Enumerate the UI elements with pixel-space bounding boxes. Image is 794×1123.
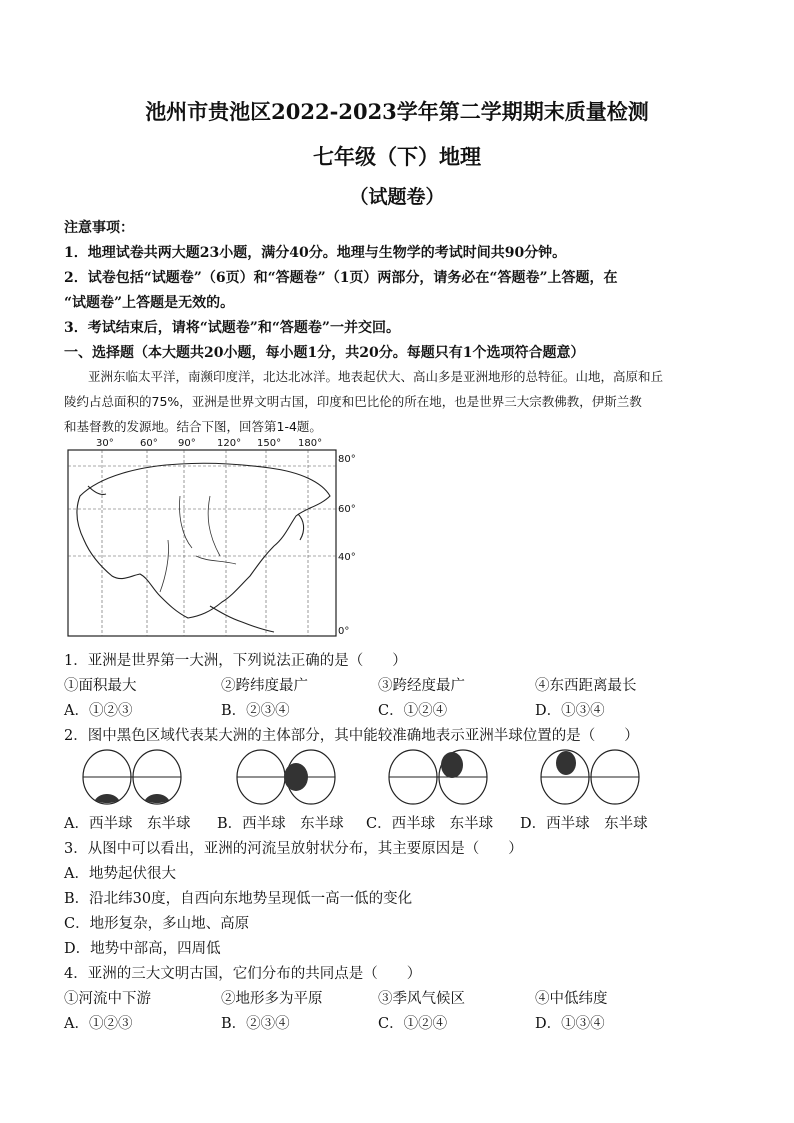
- passage-line-3: 和基督教的发源地。结合下图，回答第1-4题。: [64, 419, 322, 434]
- lat-label-0: 0°: [338, 626, 350, 637]
- q3-option-d[interactable]: D．地势中部高，四周低: [64, 941, 221, 957]
- q2-diagram-d: [540, 748, 640, 806]
- q4-option-a[interactable]: A．①②③: [64, 1016, 133, 1032]
- q3-option-a[interactable]: A．地势起伏很大: [64, 866, 176, 882]
- lon-label-60: 60°: [140, 438, 158, 449]
- notes-heading: 注意事项：: [64, 220, 134, 236]
- q4-item-1: ①河流中下游: [64, 991, 151, 1007]
- q1-option-b[interactable]: B．②③④: [221, 703, 290, 719]
- note-2: 2．试卷包括“试题卷”（6页）和“答题卷”（1页）两部分，请务必在“答题卷”上答题，在: [64, 270, 618, 286]
- note-2-cont: “试题卷”上答题是无效的。: [64, 295, 235, 311]
- note-3: 3．考试结束后，请将“试题卷”和“答题卷”一并交回。: [64, 320, 400, 336]
- q4-items: [64, 987, 692, 1008]
- asia-outline: [77, 463, 330, 632]
- q1-item-1: ①面积最大: [64, 678, 137, 694]
- q2-option-c[interactable]: C．西半球 东半球: [366, 816, 494, 832]
- q1-option-d[interactable]: D．①③④: [535, 703, 605, 719]
- q4-item-2: ②地形多为平原: [221, 991, 323, 1007]
- rivers: [160, 496, 236, 592]
- q2-diagram-b: [236, 748, 336, 806]
- lon-label-30: 30°: [96, 438, 114, 449]
- q2-diagram-c: [388, 748, 488, 806]
- exam-subtitle: 七年级（下）地理: [313, 144, 481, 169]
- lat-label-80: 80°: [338, 454, 356, 465]
- q1-options: [64, 699, 692, 720]
- lon-label-90: 90°: [178, 438, 196, 449]
- note-1: 1．地理试卷共两大题23小题，满分40分。地理与生物学的考试时间共90分钟。: [64, 245, 567, 261]
- q1-item-4: ④东西距离最长: [535, 678, 637, 694]
- q1-stem: 1．亚洲是世界第一大洲，下列说法正确的是（ ）: [64, 653, 407, 669]
- q1-items: [64, 674, 692, 695]
- q1-item-3: ③跨经度最广: [378, 678, 465, 694]
- passage-line-1: 亚洲东临太平洋，南濒印度洋，北达北冰洋。地表起伏大、高山多是亚洲地形的总特征。山地，高原和丘: [88, 369, 664, 384]
- q3-option-b[interactable]: B．沿北纬30度，自西向东地势呈现低一高一低的变化: [64, 891, 413, 907]
- q4-item-3: ③季风气候区: [378, 991, 465, 1007]
- lat-label-40: 40°: [338, 552, 356, 563]
- q3-stem: 3．从图中可以看出，亚洲的河流呈放射状分布，其主要原因是（ ）: [64, 841, 523, 857]
- q2-stem: 2．图中黑色区域代表某大洲的主体部分，其中能较准确地表示亚洲半球位置的是（ ）: [64, 728, 639, 744]
- q1-option-a[interactable]: A．①②③: [64, 703, 133, 719]
- exam-paper-type: （试题卷）: [349, 186, 445, 208]
- asia-map: [60, 436, 360, 642]
- passage-line-2: 陵约占总面积的75%，亚洲是世界文明古国，印度和巴比伦的所在地，也是世界三大宗教佛教，伊斯兰教: [64, 394, 642, 409]
- q4-option-d[interactable]: D．①③④: [535, 1016, 605, 1032]
- section-heading: 一、选择题（本大题共20小题，每小题1分，共20分。每题只有1个选项符合题意）: [64, 345, 585, 361]
- q2-diagram-a: [82, 748, 182, 806]
- q4-item-4: ④中低纬度: [535, 991, 608, 1007]
- q1-item-2: ②跨纬度最广: [221, 678, 308, 694]
- lon-label-150: 150°: [257, 438, 282, 449]
- lat-label-60: 60°: [338, 504, 356, 515]
- q4-option-b[interactable]: B．②③④: [221, 1016, 290, 1032]
- q2-option-d[interactable]: D．西半球 东半球: [520, 816, 648, 832]
- q2-option-a[interactable]: A．西半球 东半球: [64, 816, 191, 832]
- q1-option-c[interactable]: C．①②④: [378, 703, 448, 719]
- q4-option-c[interactable]: C．①②④: [378, 1016, 448, 1032]
- q4-options: [64, 1012, 692, 1033]
- lon-label-120: 120°: [217, 438, 242, 449]
- exam-title: 池州市贵池区2022-2023学年第二学期期末质量检测: [145, 99, 649, 124]
- q2-option-b[interactable]: B．西半球 东半球: [217, 816, 344, 832]
- q4-stem: 4．亚洲的三大文明古国，它们分布的共同点是（ ）: [64, 966, 422, 982]
- lon-label-180: 180°: [298, 438, 323, 449]
- q3-option-c[interactable]: C．地形复杂，多山地、高原: [64, 916, 250, 932]
